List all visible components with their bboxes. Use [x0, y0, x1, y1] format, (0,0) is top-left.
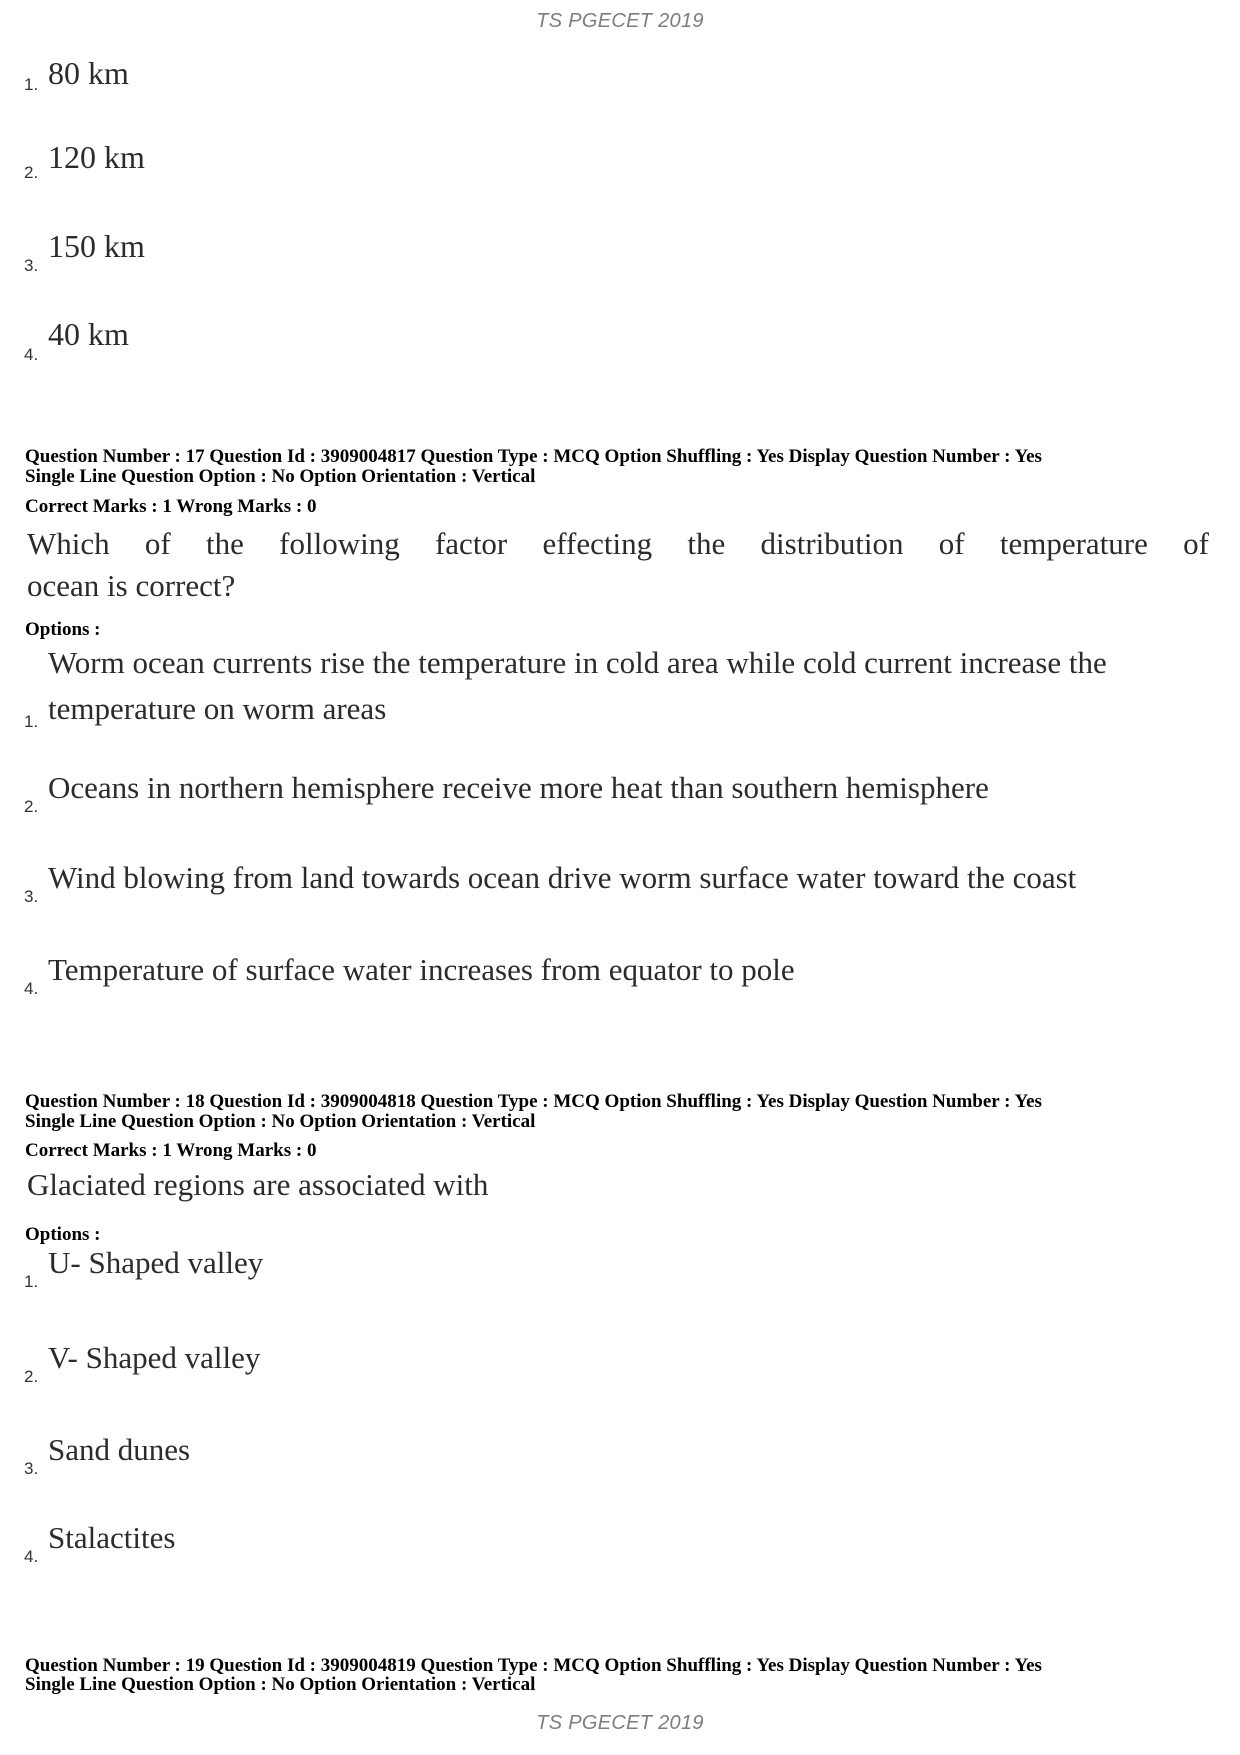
option-text: Worm ocean currents rise the temperature in cold area while cold current increase the temperature on worm areas: [48, 645, 1107, 726]
option-number: 3.: [24, 1459, 39, 1478]
q17-options-label: Options :: [25, 619, 101, 640]
option-number: 4.: [24, 979, 39, 998]
q17-marks: Correct Marks : 1 Wrong Marks : 0: [25, 496, 317, 517]
option-text: 40 km: [48, 316, 129, 352]
option-text: Temperature of surface water increases from equator to pole: [48, 952, 795, 987]
option-number: 2.: [24, 1367, 39, 1386]
option-number: 1.: [24, 75, 39, 94]
page-header: TS PGECET 2019: [536, 10, 704, 32]
option-text: V- Shaped valley: [48, 1340, 261, 1375]
option-number: 1.: [24, 712, 39, 731]
option-text: 120 km: [48, 139, 145, 175]
q18-question-text: Glaciated regions are associated with: [27, 1167, 489, 1202]
q18-marks: Correct Marks : 1 Wrong Marks : 0: [25, 1140, 317, 1161]
option-number: 2.: [24, 163, 39, 182]
option-number: 3.: [24, 256, 39, 275]
option-number: 1.: [24, 1272, 39, 1291]
option-text: 80 km: [48, 55, 129, 91]
option-text: Stalactites: [48, 1520, 176, 1555]
q17-question-line-1: Which of the following factor effecting the distribution of temperature of: [27, 526, 1209, 561]
option-number: 4.: [24, 1547, 39, 1566]
option-number: 3.: [24, 887, 39, 906]
page-footer: TS PGECET 2019: [536, 1712, 704, 1734]
q17-meta-line-1: Question Number : 17 Question Id : 3909004817 Question Type : MCQ Option Shuffling : Yes Display Question Number : Yes: [25, 446, 1042, 467]
option-number: 2.: [24, 797, 39, 816]
option-text: U- Shaped valley: [48, 1245, 264, 1280]
q17-question-line-2: ocean is correct?: [27, 568, 236, 603]
option-text: Wind blowing from land towards ocean drive worm surface water toward the coast: [48, 860, 1077, 895]
q19-meta-line-2: Single Line Question Option : No Option Orientation : Vertical: [25, 1674, 536, 1695]
q19-meta-line-1: Question Number : 19 Question Id : 3909004819 Question Type : MCQ Option Shuffling : Yes Display Question Number : Yes: [25, 1655, 1042, 1676]
q17-meta-line-2: Single Line Question Option : No Option Orientation : Vertical: [25, 466, 536, 487]
option-text: Sand dunes: [48, 1432, 191, 1467]
q18-options-label: Options :: [25, 1224, 101, 1245]
q18-meta-line-2: Single Line Question Option : No Option Orientation : Vertical: [25, 1111, 536, 1132]
option-text: Oceans in northern hemisphere receive more heat than southern hemisphere: [48, 770, 989, 805]
option-text: 150 km: [48, 228, 145, 264]
q18-meta-line-1: Question Number : 18 Question Id : 3909004818 Question Type : MCQ Option Shuffling : Yes Display Question Number : Yes: [25, 1091, 1042, 1112]
option-number: 4.: [24, 345, 39, 364]
q17-question-text: [27, 523, 1209, 607]
